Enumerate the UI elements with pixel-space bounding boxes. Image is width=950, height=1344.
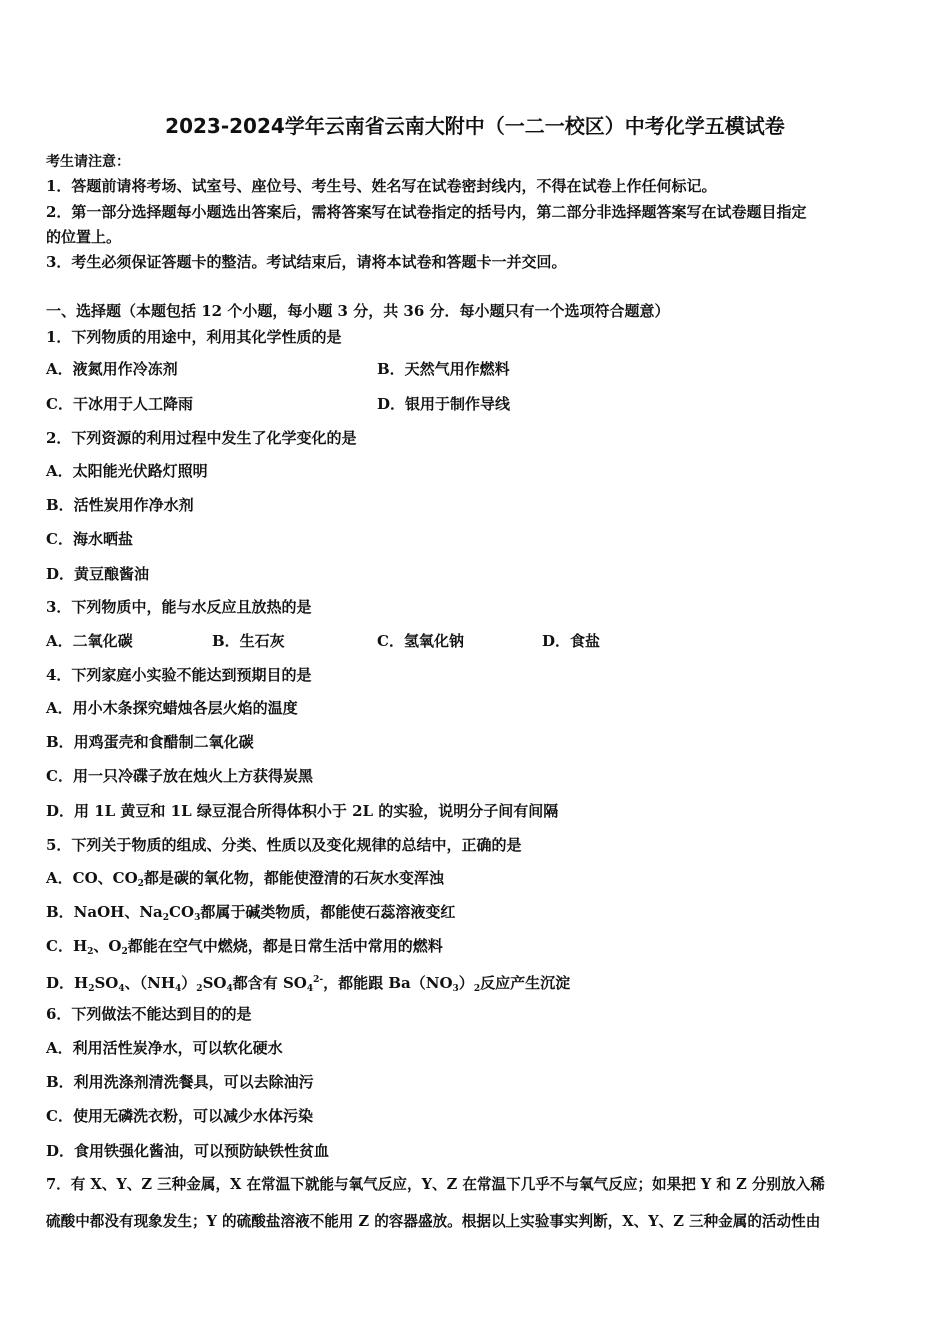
option-d: D．$H_2SO_4$、$(NH_4)_2SO_4$都含有 $SO_4^{2-}$，都能跟 $Ba(NO_3)_2$反应产生沉淀	[46, 974, 571, 994]
notice-heading: 考生请注意：	[46, 154, 130, 170]
option-a: A．液氮用作冷冻剂	[46, 360, 178, 378]
option-c: C．海水晒盐	[46, 530, 133, 548]
option-d: D．黄豆酿酱油	[46, 565, 150, 583]
option-d: D．用 1L 黄豆和 1L 绿豆混合所得体积小于 2L 的实验，说明分子间有间隔	[46, 802, 559, 820]
option-b: B．利用洗涤剂清洗餐具，可以去除油污	[46, 1073, 314, 1091]
option-d: D．食盐	[542, 632, 601, 650]
option-d: D．银用于制作导线	[377, 395, 511, 413]
question-stem: 4．下列家庭小实验不能达到预期目的是	[46, 666, 312, 684]
question-stem: 1．下列物质的用途中，利用其化学性质的是	[46, 328, 342, 346]
option-a: A．二氧化碳	[46, 632, 133, 650]
question-stem: 6．下列做法不能达到目的的是	[46, 1005, 252, 1023]
option-c: C．用一只冷碟子放在烛火上方获得炭黑	[46, 767, 313, 785]
option-b: B．生石灰	[212, 632, 285, 650]
page-title: 2023-2024学年云南省云南大附中（一二一校区）中考化学五模试卷	[165, 114, 785, 138]
option-b: B．用鸡蛋壳和食醋制二氧化碳	[46, 733, 254, 751]
option-c: C．使用无磷洗衣粉，可以减少水体污染	[46, 1107, 313, 1125]
option-c: C．干冰用于人工降雨	[46, 395, 193, 413]
option-a: A．利用活性炭净水，可以软化硬水	[46, 1039, 283, 1057]
notice-item: 2．第一部分选择题每小题选出答案后，需将答案写在试卷指定的括号内，第二部分非选择题答案写在试卷题目指定	[46, 203, 807, 221]
question-stem: 5．下列关于物质的组成、分类、性质以及变化规律的总结中，正确的是	[46, 836, 522, 854]
question-stem: 7．有 X、Y、Z 三种金属，X 在常温下就能与氧气反应，Y、Z 在常温下几乎不与氧气反应；如果把 Y 和 Z 分别放入稀	[46, 1176, 825, 1193]
notice-item: 3．考生必须保证答题卡的整洁。考试结束后，请将本试卷和答题卡一并交回。	[46, 253, 567, 271]
question-stem: 2．下列资源的利用过程中发生了化学变化的是	[46, 429, 357, 447]
option-b: B．天然气用作燃料	[377, 360, 510, 378]
section-heading: 一、选择题（本题包括 12 个小题，每小题 3 分，共 36 分．每小题只有一个选项符合题意）	[46, 302, 670, 320]
question-stem-continued: 硫酸中都没有现象发生；Y 的硫酸盐溶液不能用 Z 的容器盛放。根据以上实验事实判断，X、Y、Z 三种金属的活动性由	[46, 1213, 821, 1230]
option-b: B．NaOH、$Na_2CO_3$都属于碱类物质，都能使石蕊溶液变红	[46, 903, 456, 923]
option-d: D．食用铁强化酱油，可以预防缺铁性贫血	[46, 1142, 330, 1160]
question-stem: 3．下列物质中，能与水反应且放热的是	[46, 598, 312, 616]
notice-item: 1．答题前请将考场、试室号、座位号、考生号、姓名写在试卷密封线内，不得在试卷上作任何标记。	[46, 177, 717, 195]
notice-item: 的位置上。	[46, 228, 122, 246]
option-a: A．用小木条探究蜡烛各层火焰的温度	[46, 699, 298, 717]
option-b: B．活性炭用作净水剂	[46, 496, 194, 514]
option-c: C．氢氧化钠	[377, 632, 464, 650]
option-a: A．CO、$CO_2$都是碳的氧化物，都能使澄清的石灰水变浑浊	[46, 869, 444, 889]
option-a: A．太阳能光伏路灯照明	[46, 462, 208, 480]
option-c: C．$H_2$、$O_2$都能在空气中燃烧，都是日常生活中常用的燃料	[46, 937, 443, 957]
